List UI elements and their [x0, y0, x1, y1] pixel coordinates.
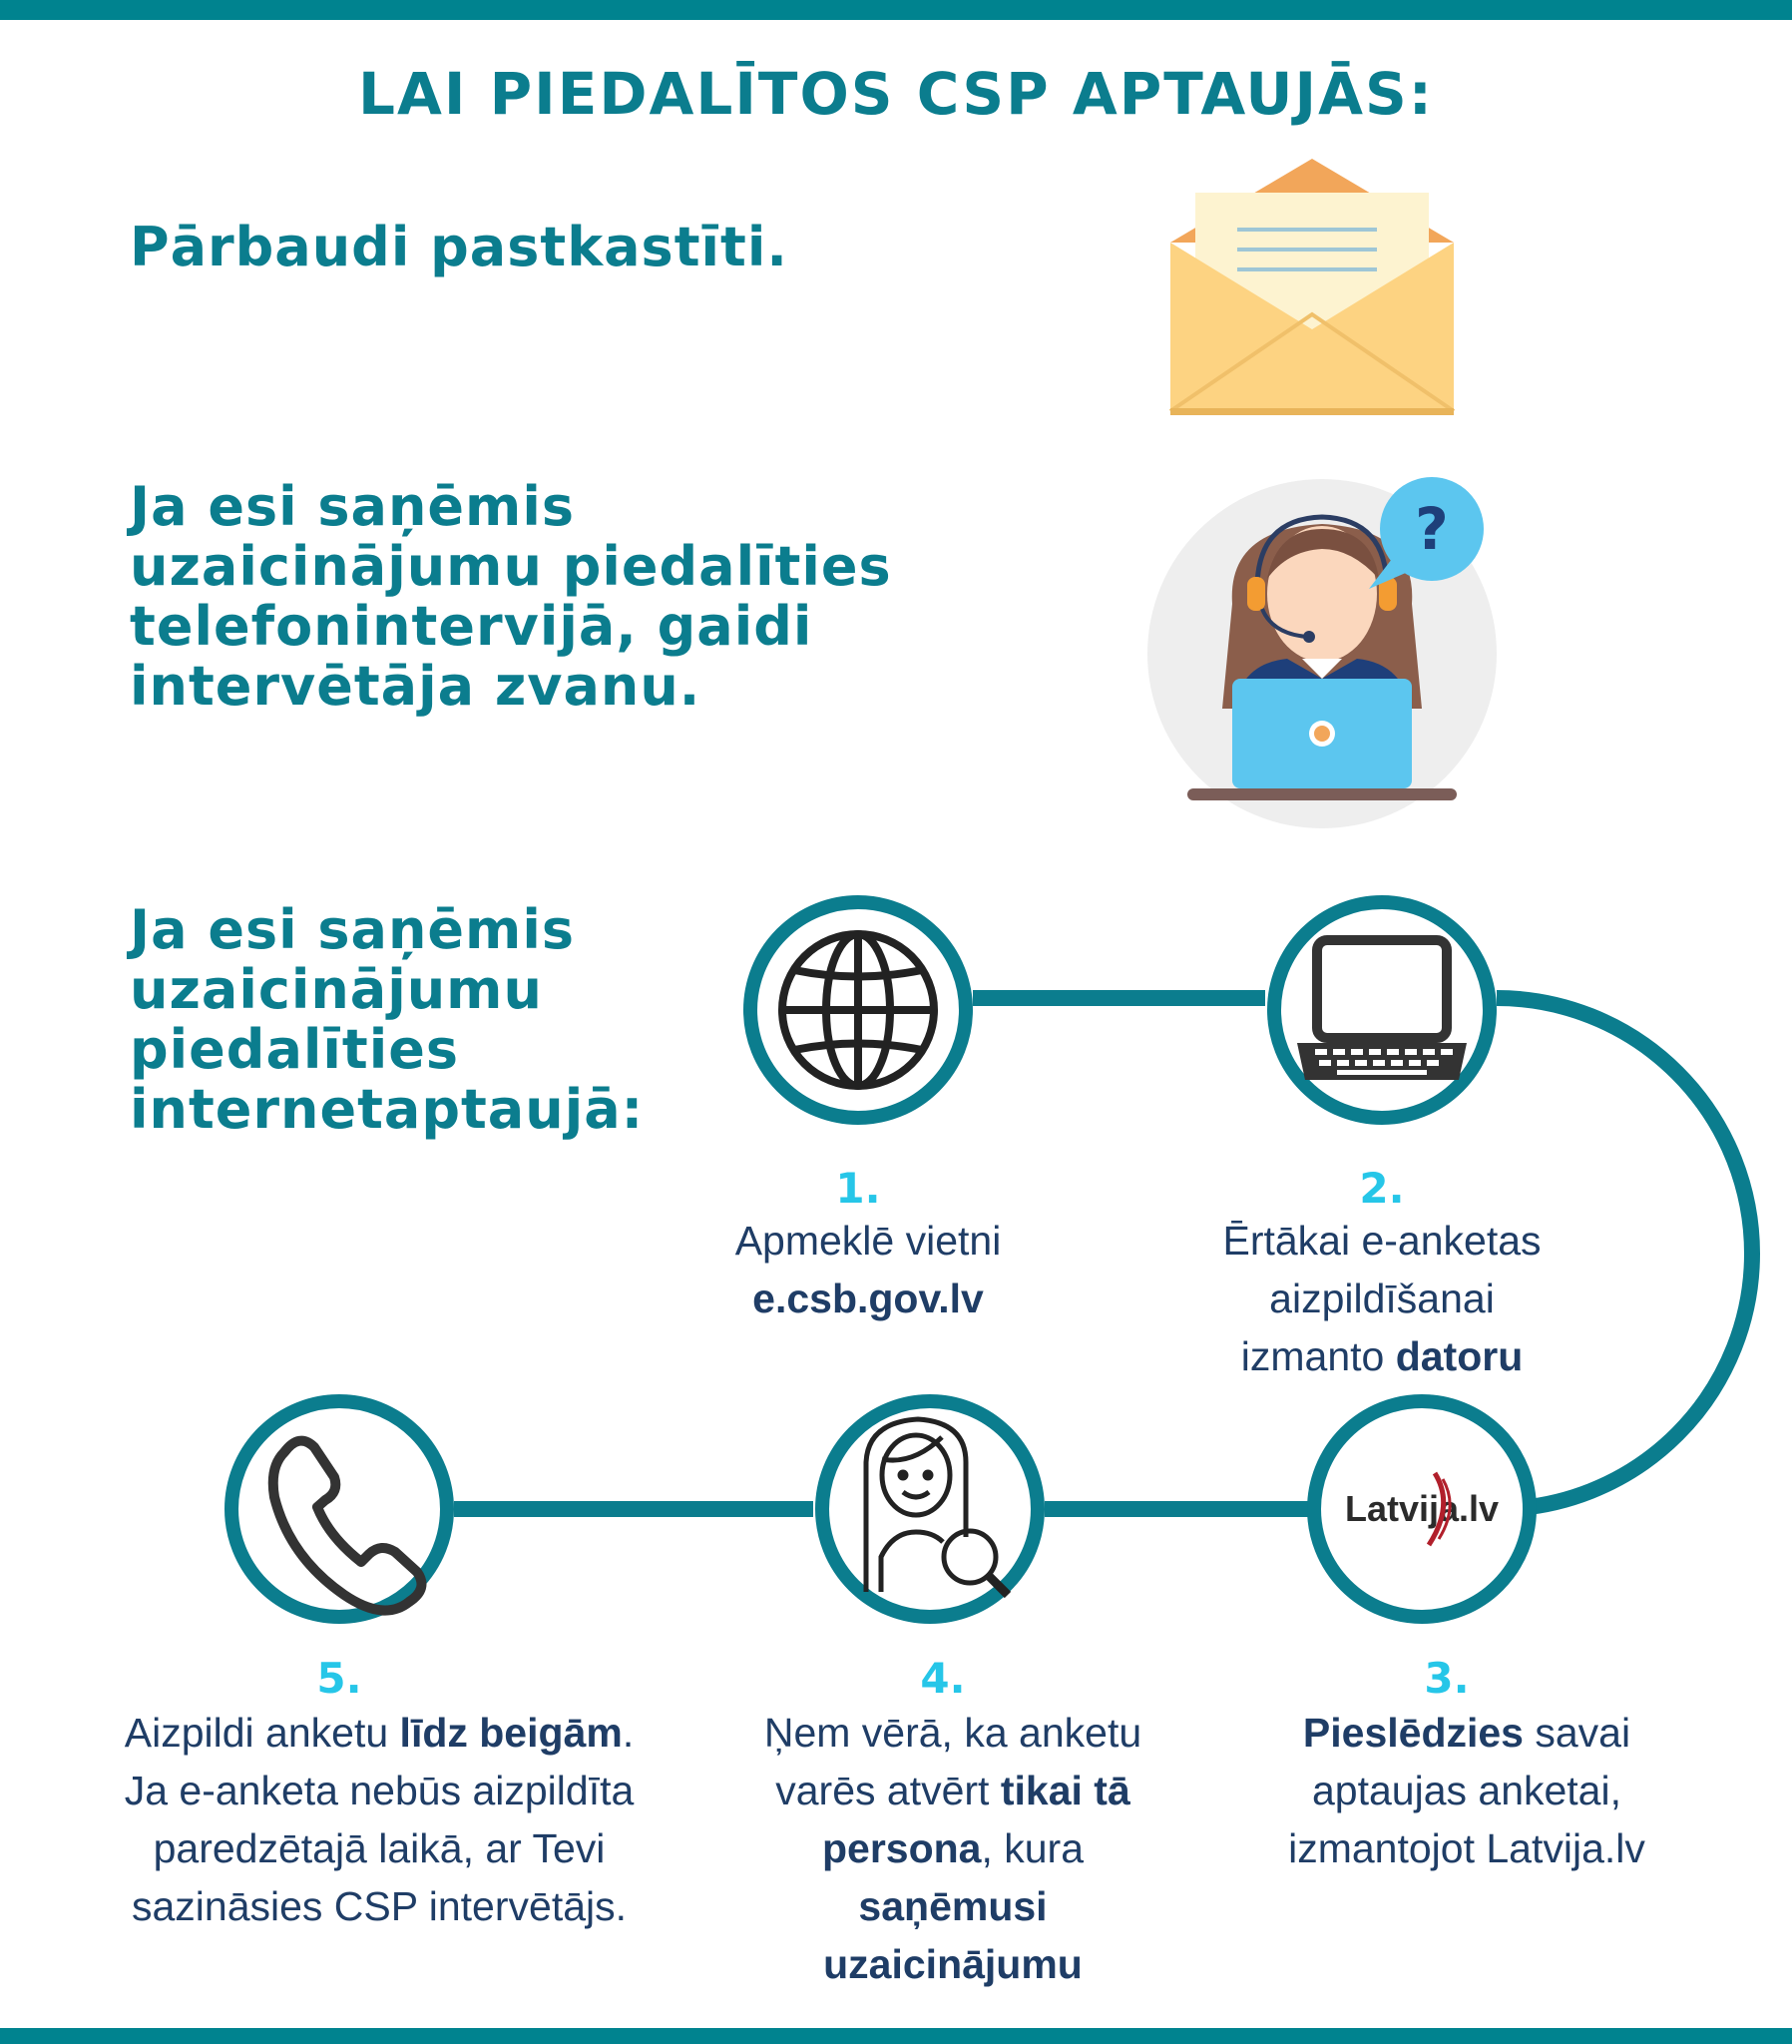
step-5-text: Aizpildi anketu līdz beigām. Ja e-anketa nebūs aizpildīta paredzētajā laikā, ar Tevi sazināsies CSP intervētājs.	[124, 1710, 635, 1929]
step-2-number: 2.	[1359, 1164, 1405, 1213]
svg-text:?: ?	[1415, 495, 1449, 563]
bottom-border	[0, 2028, 1792, 2044]
step-1-number: 1.	[835, 1164, 881, 1213]
phone-interview-heading: Ja esi saņēmis uzaicinājumu piedalīties telefonintervijā, gaidi intervētāja zvanu.	[130, 475, 892, 718]
step-3-number: 3.	[1424, 1654, 1470, 1703]
step-3-text: Pieslēdzies savai aptaujas anketai, izmantojot Latvija.lv	[1288, 1710, 1645, 1871]
step-2-text: Ērtākai e-anketas aizpildīšanai izmanto datoru	[1222, 1218, 1542, 1379]
internet-survey-heading: Ja esi saņēmis uzaicinājumu piedalīties internetaptaujā:	[130, 898, 645, 1141]
step-1-text: Apmeklē vietni e.csb.gov.lv	[734, 1218, 1002, 1321]
svg-text:Latvija.lv: Latvija.lv	[1344, 1488, 1500, 1529]
step-5-number: 5.	[316, 1654, 362, 1703]
check-mailbox-heading: Pārbaudi pastkastīti.	[130, 216, 788, 278]
step-4-text: Ņem vērā, ka anketu varēs atvērt tikai tā persona, kura saņēmusi uzaicinājumu	[763, 1710, 1142, 1987]
step-4-number: 4.	[920, 1654, 966, 1703]
website-link: e.csb.gov.lv	[752, 1276, 984, 1321]
page-title: LAI PIEDALĪTOS CSP APTAUJĀS:	[358, 60, 1434, 128]
globe-icon	[782, 934, 934, 1086]
